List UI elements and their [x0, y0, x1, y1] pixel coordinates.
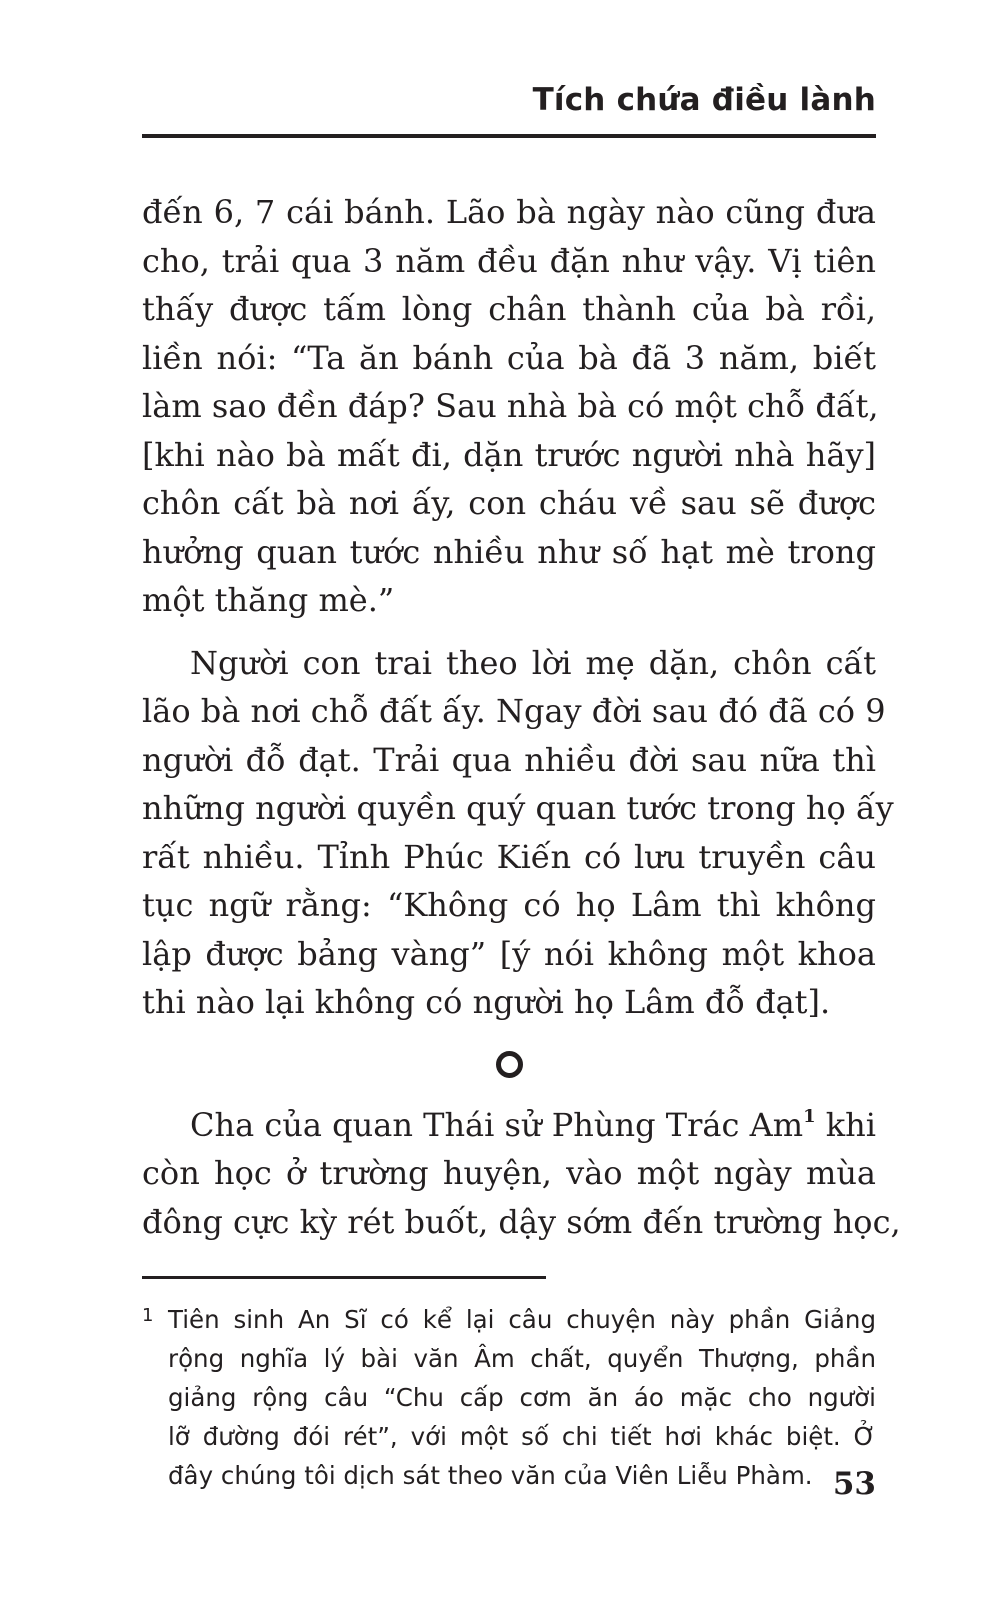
paragraph-gap [142, 625, 876, 639]
text-line: rất nhiều. Tỉnh Phúc Kiến có lưu truyền câu [142, 837, 876, 876]
text-line: những người quyền quý quan tước trong họ ấy [142, 789, 894, 827]
footnote-rule [142, 1276, 546, 1279]
paragraph-1 [142, 188, 879, 625]
footnote-marker: 1 [142, 1305, 154, 1326]
text-line: chôn cất bà nơi ấy, con cháu về sau sẽ được [142, 484, 876, 522]
text-line: Người con trai theo lời mẹ dặn, chôn cất [190, 643, 876, 682]
text-line: đến 6, 7 cái bánh. Lão bà ngày nào cũng đưa [142, 193, 876, 231]
footnote-reference: 1 [803, 1105, 816, 1127]
footnote [142, 1296, 876, 1495]
text-line: đông cực kỳ rét buốt, dậy sớm đến trường học, [142, 1202, 901, 1241]
text-line: làm sao đền đáp? Sau nhà bà có một chỗ đất, [142, 387, 879, 425]
paragraph-2 [142, 639, 894, 1027]
text-line: cho, trải qua 3 năm đều đặn như vậy. Vị tiên [142, 241, 876, 280]
running-header-title: Tích chứa điều lành [532, 82, 876, 118]
text-line: một thăng mè.” [142, 581, 395, 619]
footnote-line: đây chúng tôi dịch sát theo văn của Viên Liễu Phàm. [168, 1461, 813, 1490]
footnote-line: rộng nghĩa lý bài văn Âm chất, quyển Thượng, phần [168, 1344, 876, 1373]
footnote-text: Tiên sinh An Sĩ có kể lại câu chuyện này phần Giảng [168, 1305, 876, 1334]
page-number: 53 [832, 1466, 876, 1502]
text-segment: Cha của quan Thái sử Phùng Trác Am [190, 1105, 804, 1144]
paragraph-3 [142, 1101, 901, 1247]
text-line [142, 1101, 876, 1150]
text-line: còn học ở trường huyện, vào một ngày mùa [142, 1154, 876, 1192]
text-segment: khi [815, 1105, 877, 1144]
footnote-line [142, 1296, 876, 1339]
footnote-line: lỡ đường đói rét”, với một số chi tiết hơi khác biệt. Ở [168, 1422, 876, 1451]
text-line: [khi nào bà mất đi, dặn trước người nhà hãy] [142, 435, 876, 474]
text-line: lão bà nơi chỗ đất ấy. Ngay đời sau đó đã có 9 [142, 692, 886, 730]
main-text [142, 188, 901, 1246]
text-line: thấy được tấm lòng chân thành của bà rồi, [142, 290, 876, 328]
text-line: lập được bảng vàng” [ý nói không một khoa [142, 934, 876, 973]
text-line: hưởng quan tước nhiều như số hạt mè trong [142, 532, 876, 571]
text-line: thi nào lại không có người họ Lâm đỗ đạt]. [142, 983, 831, 1021]
text-line: liền nói: “Ta ăn bánh của bà đã 3 năm, biết [142, 338, 876, 377]
text-line: tục ngữ rằng: “Không có họ Lâm thì không [142, 886, 876, 924]
circle-ornament-icon [496, 1051, 523, 1078]
section-separator [142, 1043, 876, 1087]
footnote-line: giảng rộng câu “Chu cấp cơm ăn áo mặc cho người [168, 1383, 876, 1412]
header-rule [142, 134, 876, 138]
text-line: người đỗ đạt. Trải qua nhiều đời sau nữa thì [142, 740, 876, 779]
